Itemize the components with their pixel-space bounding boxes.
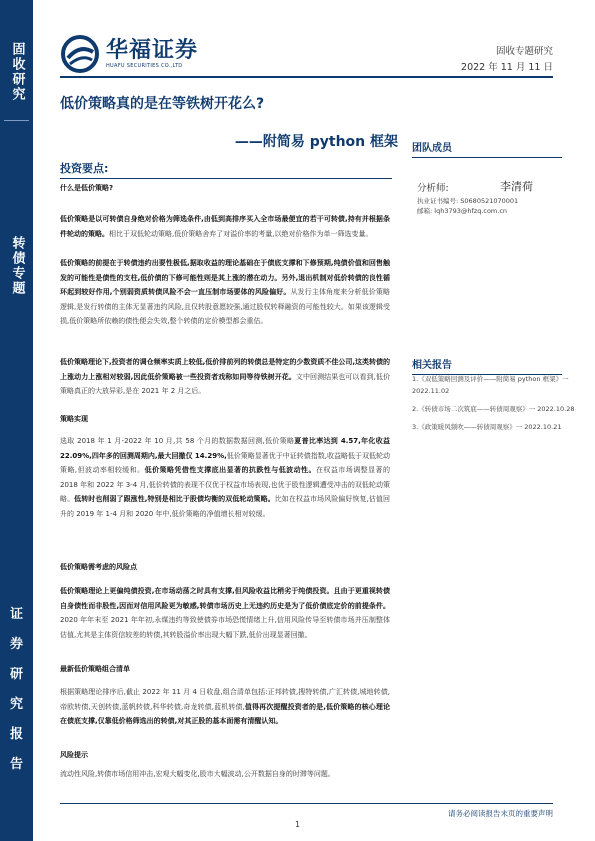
report-title: 低价策略真的是在等铁树开花么? — [60, 96, 265, 112]
logo-name: 华福证券 — [106, 38, 199, 63]
paragraph-bold: 低价策略的前提在于转债违约出要性极低,据取收益的理论基础在于债底支撑和下修预期,纯债价值和回售触发的可能性是债性的支柱,低价债的下修可能性则是其上涨的潜在动力。另外,退出机制对低价转债的良性循环起到较好作用,个别弱资质转债风险不会一直压制市场要体的风险偏好。 — [60, 259, 390, 296]
page-number: 1 — [294, 820, 301, 829]
email-label: 邮箱: — [417, 207, 433, 215]
related-heading: 相关报告 — [412, 356, 562, 375]
question-heading: 低价策略需考虑的风险点 — [60, 563, 137, 571]
logo-english-name: HUAFU SECURITIES CO.,LTD — [106, 63, 183, 69]
question-heading: 策略实现 — [60, 415, 88, 423]
paragraph-text: 选取 2018 年 1 月-2022 年 10 月,共 58 个月的数据数据回测,低价策略 — [60, 437, 295, 445]
paragraph-5 — [60, 584, 390, 642]
paragraph-text: 在权益市场调整显著的 2018 年和 2022 年 3-4 月,低价转债的表现不仅优于权益市场表现,也优于股性逻辑遭受冲击的双低轮动策略。 — [60, 466, 391, 503]
paragraph-bold: 夏普比率达到 4.57,年化收益 22.09%,四年多的回测周期内,最大回撤仅 14.29%, — [60, 437, 390, 460]
sidebar-bottom-char: 究 — [9, 697, 23, 712]
paragraph-bold: 值得再次提醒投资者的是,低价策略的核心理论在债底支撑,仅靠低价格筛选出的转债,对其正股的基本面需有清醒认知。 — [60, 702, 390, 725]
logo-mark-icon — [60, 34, 100, 74]
team-section — [412, 139, 562, 158]
question-heading: 风险提示 — [60, 751, 88, 759]
team-heading: 团队成员 — [412, 139, 562, 158]
paragraph-text: 比如在权益市场风险偏好恢复,估值回升的 2019 年 1-4 月和 2020 年中,低价策略的净值增长相对较缓。 — [60, 495, 390, 518]
sidebar-label-middle — [0, 236, 33, 296]
related-list — [412, 373, 582, 433]
paragraph-text: 相比于双低轮动策略,低价策略舍弃了对溢价率的考量,以绝对价格作为单一筛选变量。 — [109, 229, 373, 238]
related-report-link[interactable]: 2.《转债市场二次筑底——转债周观察》一 2022.10.28 — [412, 405, 575, 413]
paragraph-bold: 低价策略是以可转债自身绝对价格为筛选条件,由低到高排序买入全市场最便宜的若干可转债,持有并根据条件轮动的策略。 — [60, 215, 390, 238]
paragraph-text: 流动性风险,转债市场信用冲击,宏观大幅变化,股市大幅波动,公开数据自身的时滞等问题。 — [60, 770, 335, 778]
paragraph-bold: 低价策略理论上更偏纯债投资,在市场动荡之时具有支撑,但风险收益比稍劣于纯债投资。且由于更重视转债自身债性而非股性,因而对信用风险更为敏感,转债市场历史上无违约历史是为了低价债底定价的前提条件。 — [60, 587, 390, 610]
paragraph-7 — [60, 767, 390, 782]
report-subtitle: ——附简易 python 框架 — [234, 134, 398, 150]
sidebar-label-top — [0, 42, 33, 102]
report-meta — [461, 44, 553, 76]
paragraph-4 — [60, 434, 390, 521]
paragraph-text: 根据策略理论排序后,截止 2022 年 11 月 4 日收盘,组合清单包括:正邦转债,搜特转债,广汇转债,城地转债,帝欧转债,天创转债,蓝帆转债,科华转债,奇龙转债,蓝机转债, — [60, 688, 390, 711]
sidebar-bottom-char: 证 — [9, 607, 23, 622]
paragraph-what — [60, 181, 390, 196]
report-type: 固收专题研究 — [495, 46, 553, 57]
related-report-link[interactable]: 1.《双低策略回测及评价——附简易 python 框架》一 2022.11.02 — [412, 375, 569, 395]
section-heading: 投资要点: — [60, 160, 392, 179]
paragraph-bold: 低转时也削弱了跟涨性,特别是相比于股债均衡的双低轮动策略。 — [74, 495, 275, 503]
paragraph-6 — [60, 685, 390, 729]
paragraph-bold: 低价策略凭借性支撑底出显著的抗跌性与低波动性。 — [144, 466, 316, 474]
sidebar-label-bottom — [0, 600, 33, 780]
sidebar-middle-text: 转债专题 — [9, 236, 25, 296]
paragraph-text: 低价策略显著优于中证转债指数,收益略低于双低轮动策略,但波动率相较缓和。 — [60, 451, 390, 474]
sidebar-bottom-char: 券 — [9, 637, 23, 652]
sidebar-divider — [4, 120, 29, 121]
paragraph-1 — [60, 212, 390, 241]
analyst-credentials — [417, 196, 518, 216]
paragraph-text: 从发行主体角度来分析低价策略逻辑,是发行转债的主体无显著违约风险,且仅转股意愿较强,通过股权转释融资的可能性较大。如果该逻辑受损,低价策略所依赖的债性便会失效,整个转债的定价模型都会重估。 — [60, 288, 390, 325]
paragraph-bold: 低价策略理论下,投资者的调仓频率实质上较低,低价排前列的转债总是特定的少数资质不佳公司,这类转债的上涨动力上涨相对较弱,因此低价策略被一些投资者戏称如同等待铁树开花。 — [60, 358, 390, 381]
sidebar-top-text: 固收研究 — [9, 42, 25, 102]
sidebar-bottom-char: 报 — [9, 727, 23, 742]
risk-heading-block — [60, 560, 390, 575]
question-heading: 什么是低价策略? — [60, 184, 114, 192]
analyst-label: 分析师: — [417, 183, 449, 194]
paragraph-text: 2020 年年末至 2021 年年初,永煤违约等致使债券市场恐慌情绪上升,信用风险传导至转债市场并压制整体估值,尤其是主体资信较差的转债,其转股溢价率出现大幅下跌,低价出现显著回撤。 — [60, 616, 390, 639]
sidebar-bottom-char: 研 — [9, 667, 23, 682]
left-sidebar — [0, 0, 33, 841]
report-date: 2022 年 11 月 11 日 — [461, 62, 553, 73]
company-logo — [60, 34, 198, 74]
analyst-name: 李清荷 — [500, 180, 533, 193]
strategy-heading-block — [60, 412, 390, 427]
paragraph-3 — [60, 355, 390, 399]
related-report-link[interactable]: 3.《政策暖风频吹——转债周观察》一 2022.10.21 — [412, 423, 562, 431]
paragraph-text: 文中回测结果也可以看到,低价策略真正的大放异彩,是在 2021 年 2 月之后。 — [60, 372, 390, 395]
question-heading: 最新低价策略组合清单 — [60, 665, 130, 673]
analyst-email[interactable]: lqh3793@hfzq.com.cn — [434, 207, 508, 215]
sidebar-bottom-char: 告 — [9, 757, 23, 772]
header-divider — [60, 76, 553, 78]
risk-warning-heading-block — [60, 748, 390, 763]
cert-label: 执业证书编号: — [417, 197, 459, 205]
portfolio-heading-block — [60, 662, 390, 677]
footer-divider — [60, 803, 553, 804]
paragraph-2 — [60, 256, 390, 329]
footer-disclaimer: 请务必阅读报告末页的重要声明 — [448, 809, 553, 818]
cert-number: S0680521070001 — [460, 197, 519, 205]
